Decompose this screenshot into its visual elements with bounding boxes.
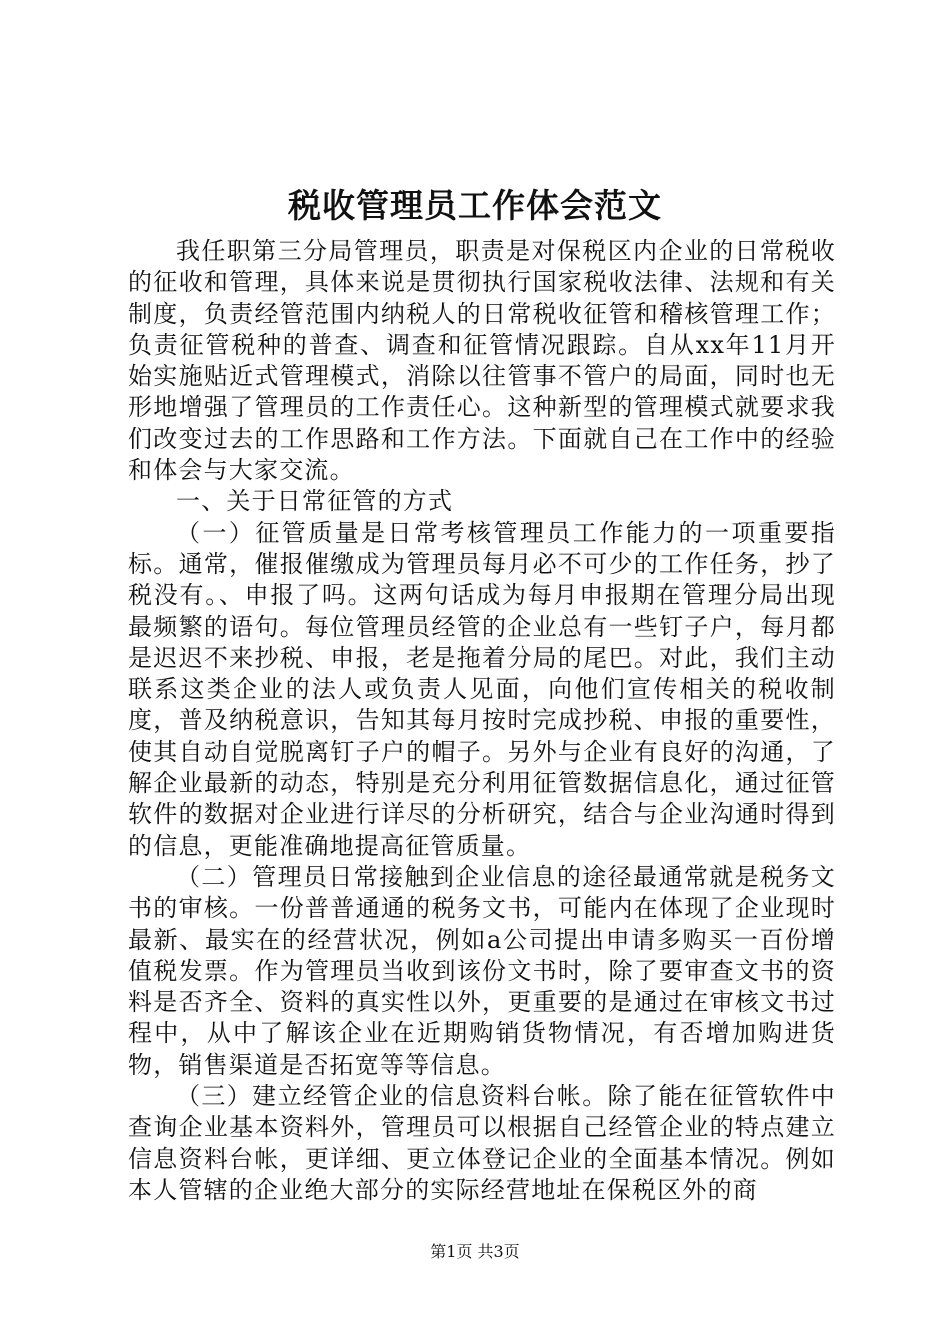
paragraph-item-2: （二）管理员日常接触到企业信息的途径最通常就是税务文书的审核。一份普普通通的税务文书，可能内在体现了企业现时最新、最实在的经营状况，例如a公司提出申请多购买一百份增值税发票。作为管理员当收到该份文书时，除了要审查文书的资料是否齐全、资料的真实性以外，更重要的是通过在审核文书过程中，从中了解该企业在近期购销货物情况，有否增加购进货物，销售渠道是否拓宽等等信息。: [128, 862, 836, 1079]
paragraph-item-1: （一）征管质量是日常考核管理员工作能力的一项重要指标。通常，催报催缴成为管理员每月必不可少的工作任务，抄了税没有。、申报了吗。这两句话成为每月申报期在管理分局出现最频繁的语句。每位管理员经管的企业总有一些钉子户，每月都是迟迟不来抄税、申报，老是拖着分局的尾巴。对此，我们主动联系这类企业的法人或负责人见面，向他们宣传相关的税收制度，普及纳税意识，告知其每月按时完成抄税、申报的重要性，使其自动自觉脱离钉子户的帽子。另外与企业有良好的沟通，了解企业最新的动态，特别是充分利用征管数据信息化，通过征管软件的数据对企业进行详尽的分析研究，结合与企业沟通时得到的信息，更能准确地提高征管质量。: [128, 518, 836, 860]
page-footer: 第1页 共3页: [430, 1242, 520, 1261]
document-title: 税收管理员工作体会范文: [288, 186, 662, 225]
paragraph-intro: 我任职第三分局管理员，职责是对保税区内企业的日常税收的征收和管理，具体来说是贯彻执行国家税收法律、法规和有关制度，负责经管范围内纳税人的日常税收征管和稽核管理工作；负责征管税种的普查、调查和征管情况跟踪。自从xx年11月开始实施贴近式管理模式，消除以往管事不管户的局面，同时也无形地增强了管理员的工作责任心。这种新型的管理模式就要求我们改变过去的工作思路和工作方法。下面就自己在工作中的经验和体会与大家交流。: [128, 237, 836, 485]
paragraph-item-3: （三）建立经管企业的信息资料台帐。除了能在征管软件中查询企业基本资料外，管理员可以根据自己经管企业的特点建立信息资料台帐，更详细、更立体登记企业的全面基本情况。例如本人管辖的企业绝大部分的实际经营地址在保税区外的商: [128, 1082, 836, 1204]
section-heading: 一、关于日常征管的方式: [176, 487, 454, 516]
document-body: [128, 236, 836, 1206]
